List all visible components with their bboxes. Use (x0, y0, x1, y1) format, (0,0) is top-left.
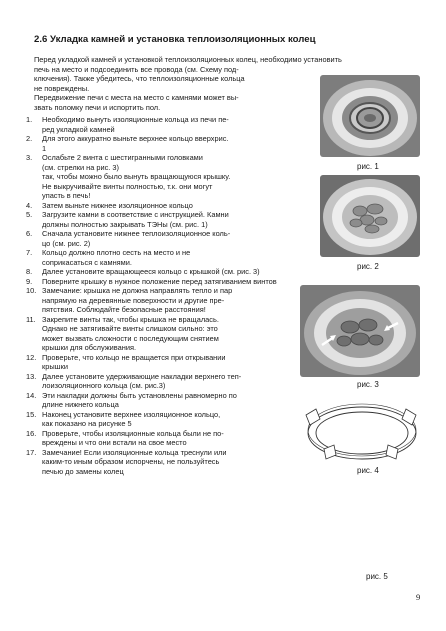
step-text-line: Эти накладки должны быть установлены равномерно по (42, 390, 237, 400)
step-item (26, 315, 316, 353)
step-text-line: Наконец установите верхнее изоляционное кольцо, (42, 409, 221, 419)
step-number: 15. (26, 409, 37, 419)
step-item (26, 153, 316, 201)
step-item (26, 286, 316, 315)
figure-1-caption: рис. 1 (357, 162, 379, 171)
intro-line: печь на место и подсоединить все провода (см. Схему под- (34, 64, 239, 74)
step-item (26, 410, 316, 429)
step-text-line: так, чтобы можно было вынуть вращающуюся крышку. (42, 172, 231, 181)
figure-2-caption: рис. 2 (357, 262, 379, 271)
step-item (26, 391, 316, 410)
step-item (26, 448, 316, 477)
step-text-line: вреждены и что они встали на свое место (42, 438, 187, 447)
figure-5-caption: рис. 5 (366, 572, 388, 581)
step-text-line: Замечание! Если изоляционные кольца треснули или (42, 447, 227, 457)
step-number: 16. (26, 428, 37, 438)
step-text-line: Замечание: крышка не должна направлять тепло и пар (42, 286, 233, 295)
step-text-line: печью до замены колец (42, 466, 124, 476)
step-text-line: 1 (42, 143, 47, 153)
section-title: 2.6 Укладка камней и установка теплоизоляционных колец (34, 34, 316, 45)
step-text-line: Далее установите удерживающие накладки верхнего теп- (42, 371, 242, 381)
step-text-line: Закрепите винты так, чтобы крышка не вращалась. (42, 314, 219, 324)
step-text-line: может вызвать сложности с последующим снятием (42, 333, 219, 343)
step-item (26, 277, 316, 287)
step-number: 6. (26, 229, 33, 238)
figure-4-diagram (302, 395, 420, 465)
intro-line: Перед укладкой камней и установкой теплоизоляционных колец, необходимо установить (34, 55, 342, 64)
step-text-line: Загрузите камни в соответствие с инструкцией. Камни (42, 210, 229, 219)
figure-1-photo (320, 75, 420, 157)
step-text-line: Не выкручивайте винты полностью, т.к. они могут (42, 181, 213, 191)
step-item (26, 229, 316, 248)
step-item (26, 210, 316, 229)
figure-2-photo (320, 175, 420, 257)
step-number: 7. (26, 248, 33, 257)
step-number: 5. (26, 210, 33, 219)
step-number: 13. (26, 371, 37, 381)
page-number: 9 (416, 592, 421, 602)
step-number: 8. (26, 267, 33, 276)
step-text-line: Поверните крышку в нужное положение перед затягиванием винтов (42, 276, 277, 286)
step-number: 11. (26, 314, 36, 324)
step-text-line: Проверьте, чтобы изоляционные кольца были не по- (42, 428, 224, 438)
step-text-line: Далее установите вращающееся кольцо с крышкой (см. рис. 3) (42, 267, 260, 276)
step-text-line: Для этого аккуратно выньте верхнее кольцо вверхрис. (42, 134, 229, 143)
step-text-line: Ослабьте 2 винта с шестигранными головками (42, 153, 203, 162)
step-text-line: (см. стрелки на рис. 3) (42, 162, 119, 172)
step-item (26, 372, 316, 391)
step-text-line: должны полностью закрывать ТЭНы (см. рис. 1) (42, 219, 208, 229)
step-text-line: Необходимо вынуть изоляционные кольца из печи пе- (42, 115, 229, 124)
step-text-line: Проверьте, что кольцо не вращается при открывании (42, 352, 226, 362)
step-text-line: как показано на рисунке 5 (42, 419, 132, 428)
step-number: 14. (26, 390, 37, 400)
step-text-line: крышки (42, 362, 68, 371)
step-text-line: Кольцо должно плотно сесть на место и не (42, 248, 191, 257)
step-text-line: Сначала установите нижнее теплоизоляционное коль- (42, 229, 231, 238)
step-item (26, 267, 316, 277)
step-number: 10. (26, 286, 37, 295)
step-text-line: Затем выньте нижнее изоляционное кольцо (42, 200, 193, 210)
step-number: 17. (26, 447, 37, 457)
step-number: 3. (26, 153, 33, 162)
step-text-line: соприкасаться с камнями. (42, 257, 132, 267)
step-number: 1. (26, 115, 33, 124)
step-text-line: длине нижнего кольца (42, 400, 119, 409)
step-number: 4. (26, 200, 33, 210)
step-text-line: напрямую на деревянные поверхности и другие пре- (42, 295, 225, 305)
step-item (26, 134, 316, 153)
figure-3-photo (300, 285, 420, 377)
step-text-line: каким-то иным образом испорчены, не пользуйтесь (42, 457, 220, 466)
step-text-line: цо (см. рис. 2) (42, 238, 91, 248)
step-item (26, 201, 316, 211)
step-number: 9. (26, 276, 33, 286)
step-item (26, 248, 316, 267)
step-item (26, 353, 316, 372)
step-text-line: упасть в печь! (42, 191, 91, 200)
step-text-line: ред укладкой камней (42, 124, 115, 134)
intro-line: ключения). Также убедитесь, что теплоизоляционные кольца (34, 74, 245, 83)
step-text-line: крышки для обслуживания. (42, 343, 137, 352)
step-text-line: лоизоляционного кольца (см. рис.3) (42, 381, 166, 390)
intro-line: не повреждены. (34, 83, 90, 93)
step-text-line: Однако не затягивайте винты слишком сильно: это (42, 324, 218, 333)
step-number: 12. (26, 352, 37, 362)
intro-line: звать поломку печи и испортить пол. (34, 102, 161, 112)
figure-4-caption: рис. 4 (357, 466, 379, 475)
step-number: 2. (26, 134, 33, 143)
figure-3-caption: рис. 3 (357, 380, 379, 389)
step-item (26, 429, 316, 448)
intro-line: Передвижение печи с места на место с камнями может вы- (34, 93, 239, 102)
instruction-steps (26, 115, 316, 476)
step-item (26, 115, 316, 134)
step-text-line: пятствия. Соблюдайте безопасные расстояния! (42, 305, 206, 314)
